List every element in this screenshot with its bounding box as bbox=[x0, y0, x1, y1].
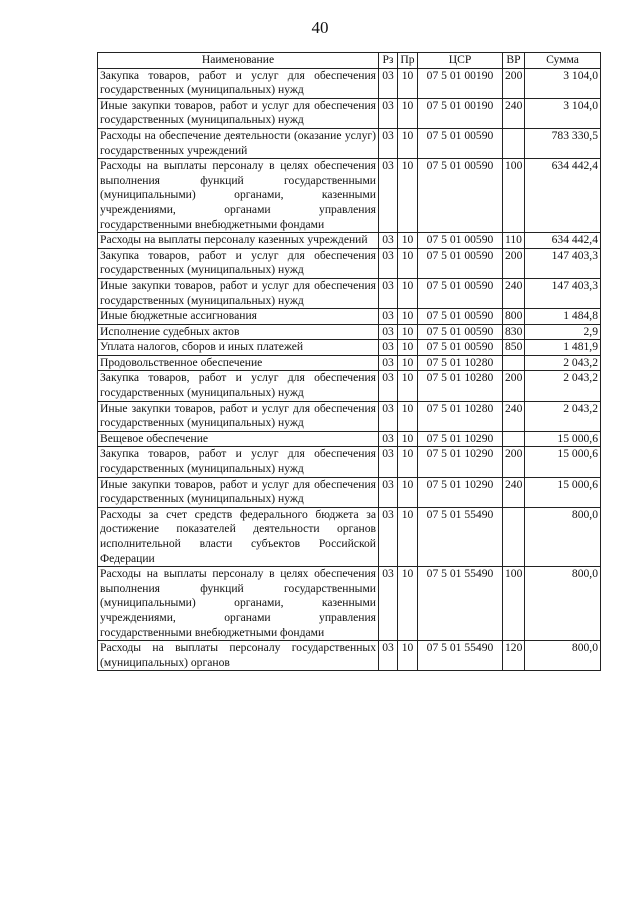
cell-csr: 07 5 01 10290 bbox=[418, 431, 503, 447]
cell-vr: 830 bbox=[503, 324, 525, 340]
cell-vr: 800 bbox=[503, 309, 525, 325]
cell-name: Вещевое обеспечение bbox=[98, 431, 379, 447]
cell-rz: 03 bbox=[379, 128, 398, 158]
table-header-row bbox=[98, 53, 601, 69]
cell-name: Закупка товаров, работ и услуг для обеспечения государственных (муниципальных) нужд bbox=[98, 248, 379, 278]
header-pr: Пр bbox=[398, 53, 418, 69]
cell-vr: 110 bbox=[503, 233, 525, 249]
cell-vr: 100 bbox=[503, 567, 525, 641]
cell-sum: 15 000,6 bbox=[525, 447, 601, 477]
cell-pr: 10 bbox=[398, 447, 418, 477]
cell-csr: 07 5 01 00190 bbox=[418, 98, 503, 128]
cell-csr: 07 5 01 10280 bbox=[418, 355, 503, 371]
table-row bbox=[98, 477, 601, 507]
cell-sum: 783 330,5 bbox=[525, 128, 601, 158]
cell-sum: 3 104,0 bbox=[525, 98, 601, 128]
cell-pr: 10 bbox=[398, 68, 418, 98]
cell-pr: 10 bbox=[398, 309, 418, 325]
cell-sum: 2,9 bbox=[525, 324, 601, 340]
cell-vr bbox=[503, 507, 525, 566]
cell-sum: 1 481,9 bbox=[525, 340, 601, 356]
table-body bbox=[98, 68, 601, 671]
cell-pr: 10 bbox=[398, 355, 418, 371]
cell-name: Уплата налогов, сборов и иных платежей bbox=[98, 340, 379, 356]
cell-csr: 07 5 01 10290 bbox=[418, 447, 503, 477]
cell-pr: 10 bbox=[398, 278, 418, 308]
cell-rz: 03 bbox=[379, 340, 398, 356]
cell-sum: 2 043,2 bbox=[525, 371, 601, 401]
cell-sum: 15 000,6 bbox=[525, 477, 601, 507]
cell-csr: 07 5 01 00590 bbox=[418, 340, 503, 356]
cell-vr: 200 bbox=[503, 68, 525, 98]
cell-name: Иные бюджетные ассигнования bbox=[98, 309, 379, 325]
cell-csr: 07 5 01 55490 bbox=[418, 507, 503, 566]
cell-csr: 07 5 01 00590 bbox=[418, 233, 503, 249]
cell-pr: 10 bbox=[398, 371, 418, 401]
cell-vr: 120 bbox=[503, 641, 525, 671]
cell-pr: 10 bbox=[398, 324, 418, 340]
table-row bbox=[98, 431, 601, 447]
cell-name: Иные закупки товаров, работ и услуг для обеспечения государственных (муниципальных) нужд bbox=[98, 401, 379, 431]
cell-csr: 07 5 01 00590 bbox=[418, 248, 503, 278]
cell-csr: 07 5 01 55490 bbox=[418, 567, 503, 641]
cell-vr: 240 bbox=[503, 401, 525, 431]
cell-rz: 03 bbox=[379, 371, 398, 401]
cell-vr: 240 bbox=[503, 98, 525, 128]
cell-csr: 07 5 01 00190 bbox=[418, 68, 503, 98]
cell-sum: 147 403,3 bbox=[525, 248, 601, 278]
cell-sum: 2 043,2 bbox=[525, 401, 601, 431]
table-row bbox=[98, 309, 601, 325]
cell-csr: 07 5 01 10290 bbox=[418, 477, 503, 507]
cell-vr: 240 bbox=[503, 278, 525, 308]
cell-csr: 07 5 01 10280 bbox=[418, 371, 503, 401]
table-row bbox=[98, 355, 601, 371]
table-row bbox=[98, 507, 601, 566]
cell-pr: 10 bbox=[398, 248, 418, 278]
table-row bbox=[98, 371, 601, 401]
cell-vr: 200 bbox=[503, 248, 525, 278]
cell-name: Закупка товаров, работ и услуг для обеспечения государственных (муниципальных) нужд bbox=[98, 447, 379, 477]
header-name: Наименование bbox=[98, 53, 379, 69]
table-row bbox=[98, 159, 601, 233]
cell-rz: 03 bbox=[379, 477, 398, 507]
cell-name: Закупка товаров, работ и услуг для обеспечения государственных (муниципальных) нужд bbox=[98, 68, 379, 98]
cell-name: Исполнение судебных актов bbox=[98, 324, 379, 340]
table-row bbox=[98, 128, 601, 158]
cell-pr: 10 bbox=[398, 128, 418, 158]
cell-sum: 1 484,8 bbox=[525, 309, 601, 325]
cell-rz: 03 bbox=[379, 68, 398, 98]
cell-vr: 850 bbox=[503, 340, 525, 356]
cell-name: Иные закупки товаров, работ и услуг для обеспечения государственных (муниципальных) нужд bbox=[98, 278, 379, 308]
cell-csr: 07 5 01 00590 bbox=[418, 309, 503, 325]
cell-name: Иные закупки товаров, работ и услуг для обеспечения государственных (муниципальных) нужд bbox=[98, 98, 379, 128]
cell-name: Расходы на выплаты персоналу в целях обеспечения выполнения функций государственными (муниципальными) органами, казенными учреждениями, органами управления государственными внебюджетными фондами bbox=[98, 567, 379, 641]
budget-table bbox=[97, 52, 601, 671]
cell-csr: 07 5 01 00590 bbox=[418, 159, 503, 233]
cell-name: Расходы за счет средств федерального бюджета за достижение показателей деятельности органов исполнительной власти субъектов Российской Федерации bbox=[98, 507, 379, 566]
cell-name: Закупка товаров, работ и услуг для обеспечения государственных (муниципальных) нужд bbox=[98, 371, 379, 401]
cell-vr: 200 bbox=[503, 371, 525, 401]
table-row bbox=[98, 401, 601, 431]
header-rz: Рз bbox=[379, 53, 398, 69]
page-number: 40 bbox=[311, 18, 329, 37]
header-vr: ВР bbox=[503, 53, 525, 69]
cell-pr: 10 bbox=[398, 401, 418, 431]
table-row bbox=[98, 248, 601, 278]
cell-sum: 800,0 bbox=[525, 641, 601, 671]
cell-pr: 10 bbox=[398, 477, 418, 507]
cell-rz: 03 bbox=[379, 233, 398, 249]
cell-name: Расходы на обеспечение деятельности (оказание услуг) государственных учреждений bbox=[98, 128, 379, 158]
table-row bbox=[98, 278, 601, 308]
table-row bbox=[98, 98, 601, 128]
cell-rz: 03 bbox=[379, 447, 398, 477]
cell-rz: 03 bbox=[379, 98, 398, 128]
cell-sum: 147 403,3 bbox=[525, 278, 601, 308]
cell-csr: 07 5 01 00590 bbox=[418, 324, 503, 340]
cell-rz: 03 bbox=[379, 431, 398, 447]
cell-pr: 10 bbox=[398, 507, 418, 566]
cell-rz: 03 bbox=[379, 309, 398, 325]
cell-sum: 3 104,0 bbox=[525, 68, 601, 98]
cell-sum: 634 442,4 bbox=[525, 159, 601, 233]
table-row bbox=[98, 68, 601, 98]
cell-rz: 03 bbox=[379, 641, 398, 671]
table-row bbox=[98, 233, 601, 249]
cell-name: Расходы на выплаты персоналу казенных учреждений bbox=[98, 233, 379, 249]
cell-sum: 800,0 bbox=[525, 567, 601, 641]
cell-csr: 07 5 01 00590 bbox=[418, 128, 503, 158]
cell-csr: 07 5 01 00590 bbox=[418, 278, 503, 308]
cell-rz: 03 bbox=[379, 567, 398, 641]
cell-sum: 800,0 bbox=[525, 507, 601, 566]
cell-name: Иные закупки товаров, работ и услуг для обеспечения государственных (муниципальных) нужд bbox=[98, 477, 379, 507]
cell-name: Расходы на выплаты персоналу государственных (муниципальных) органов bbox=[98, 641, 379, 671]
cell-vr: 100 bbox=[503, 159, 525, 233]
cell-name: Продовольственное обеспечение bbox=[98, 355, 379, 371]
table-row bbox=[98, 324, 601, 340]
cell-rz: 03 bbox=[379, 324, 398, 340]
cell-pr: 10 bbox=[398, 340, 418, 356]
cell-vr: 240 bbox=[503, 477, 525, 507]
cell-pr: 10 bbox=[398, 567, 418, 641]
cell-rz: 03 bbox=[379, 507, 398, 566]
cell-pr: 10 bbox=[398, 98, 418, 128]
cell-rz: 03 bbox=[379, 159, 398, 233]
header-csr: ЦСР bbox=[418, 53, 503, 69]
cell-vr: 200 bbox=[503, 447, 525, 477]
cell-pr: 10 bbox=[398, 159, 418, 233]
cell-vr bbox=[503, 128, 525, 158]
cell-pr: 10 bbox=[398, 233, 418, 249]
cell-name: Расходы на выплаты персоналу в целях обеспечения выполнения функций государственными (муниципальными) органами, казенными учреждениями, органами управления государственными внебюджетными фондами bbox=[98, 159, 379, 233]
cell-pr: 10 bbox=[398, 641, 418, 671]
cell-sum: 2 043,2 bbox=[525, 355, 601, 371]
cell-csr: 07 5 01 10280 bbox=[418, 401, 503, 431]
cell-rz: 03 bbox=[379, 278, 398, 308]
cell-rz: 03 bbox=[379, 355, 398, 371]
cell-pr: 10 bbox=[398, 431, 418, 447]
cell-vr bbox=[503, 431, 525, 447]
cell-vr bbox=[503, 355, 525, 371]
cell-rz: 03 bbox=[379, 248, 398, 278]
cell-sum: 15 000,6 bbox=[525, 431, 601, 447]
table-row bbox=[98, 340, 601, 356]
table-row bbox=[98, 567, 601, 641]
cell-rz: 03 bbox=[379, 401, 398, 431]
table-row bbox=[98, 447, 601, 477]
cell-sum: 634 442,4 bbox=[525, 233, 601, 249]
cell-csr: 07 5 01 55490 bbox=[418, 641, 503, 671]
header-sum: Сумма bbox=[525, 53, 601, 69]
table-row bbox=[98, 641, 601, 671]
